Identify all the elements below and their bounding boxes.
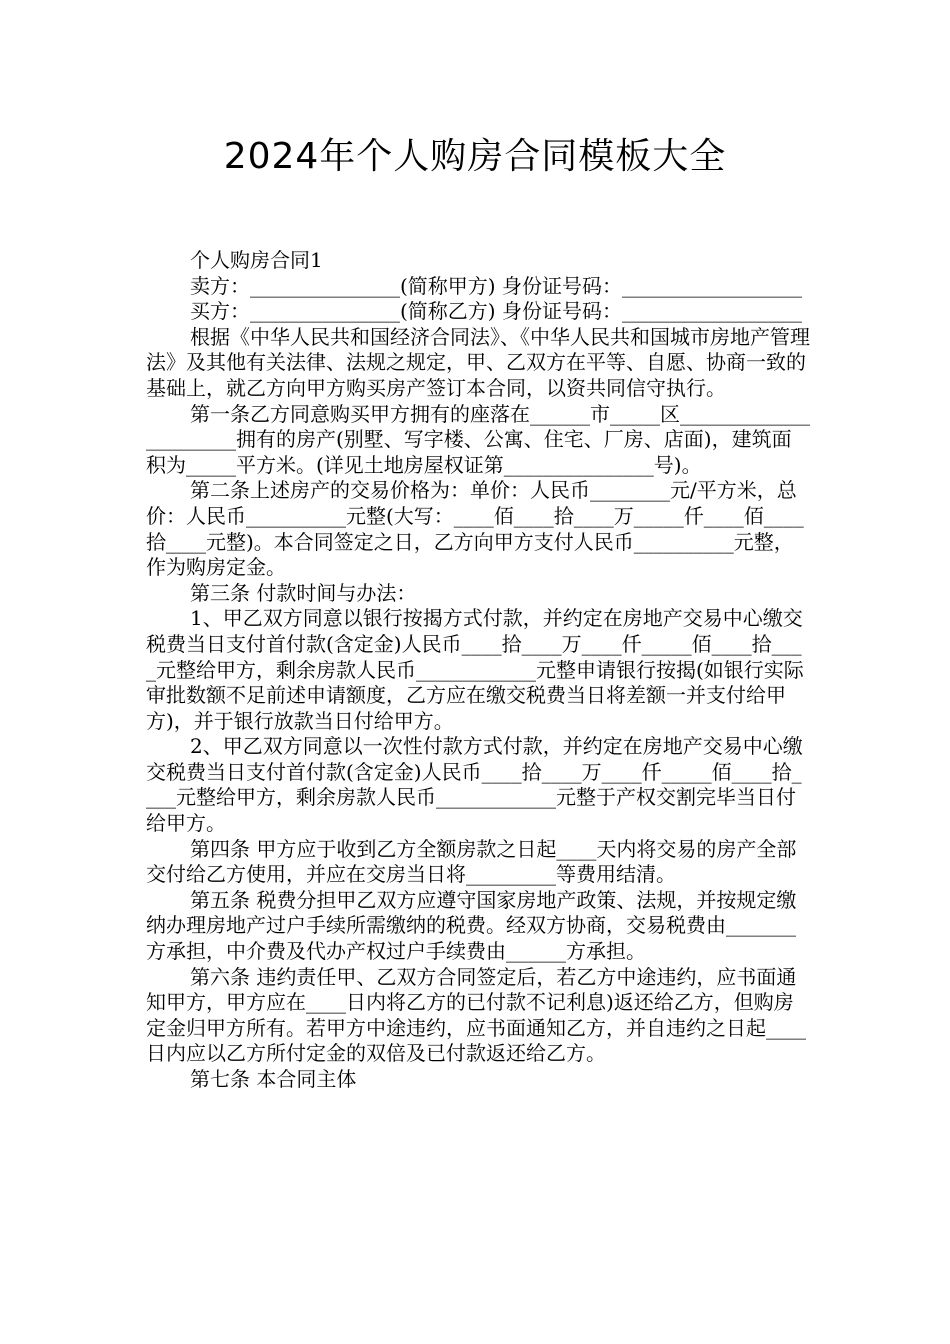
paragraph-article-3-item-1: 1、甲乙双方同意以银行按揭方式付款，并约定在房地产交易中心缴交税费当日支付首付款(含定金)人民币____拾____万____仟_____佰____拾____元整给甲方，剩余房款人民币____________元整申请银行按揭(如银行实际审批数额不足前述申请额度，乙方应在缴交税费当日将差额一并支付给甲方)，并于银行放款当日付给甲方。: [146, 606, 804, 733]
document-title: 2024年个人购房合同模板大全: [223, 136, 727, 177]
paragraph-article-5: 第五条 税费分担甲乙双方应遵守国家房地产政策、法规，并按规定缴纳办理房地产过户手续所需缴纳的税费。经双方协商，交易税费由_______方承担，中介费及代办产权过户手续费由______方承担。: [146, 887, 797, 964]
paragraph-seller: 卖方：_______________(简称甲方) 身份证号码：__________________: [190, 273, 802, 298]
paragraph-article-7: 第七条 本合同主体: [190, 1067, 357, 1091]
paragraph-buyer: 买方：_______________(简称乙方) 身份证号码：__________________: [190, 299, 802, 324]
paragraph-preamble: 根据《中华人民共和国经济合同法》、《中华人民共和国城市房地产管理法》及其他有关法律、法规之规定，甲、乙双方在平等、自愿、协商一致的基础上，就乙方向甲方购买房产签订本合同，以资共同信守执行。: [146, 324, 810, 400]
paragraph-article-6: 第六条 违约责任甲、乙双方合同签定后，若乙方中途违约，应书面通知甲方，甲方应在____日内将乙方的已付款不记利息)返还给乙方，但购房定金归甲方所有。若甲方中途违约，应书面通知乙方，并自违约之日起____日内应以乙方所付定金的双倍及已付款返还给乙方。: [146, 964, 806, 1066]
paragraph-article-4: 第四条 甲方应于收到乙方全额房款之日起____天内将交易的房产全部交付给乙方使用，并应在交房当日将_________等费用结清。: [146, 836, 797, 887]
paragraph-heading: 个人购房合同1: [190, 248, 323, 272]
document-body: [146, 248, 810, 1093]
paragraph-article-3-item-2: 2、甲乙双方同意以一次性付款方式付款，并约定在房地产交易中心缴交税费当日支付首付款(含定金)人民币____拾____万____仟_____佰____拾____元整给甲方，剩余房款人民币____________元整于产权交割完毕当日付给甲方。: [146, 734, 803, 836]
paragraph-article-2: 第二条上述房产的交易价格为：单价：人民币________元/平方米，总价：人民币__________元整(大写：____佰____拾____万_____仟____佰____拾____元整)。本合同签定之日，乙方向甲方支付人民币__________元整，作为购房定金。: [146, 478, 804, 580]
paragraph-article-3: 第三条 付款时间与办法：: [190, 580, 417, 605]
paragraph-article-1: 第一条乙方同意购买甲方拥有的座落在______市_____区______________________拥有的房产(别墅、写字楼、公寓、住宅、厂房、店面)，建筑面积为_____平方米。(详见土地房屋权证第_______________号)。: [146, 401, 810, 477]
